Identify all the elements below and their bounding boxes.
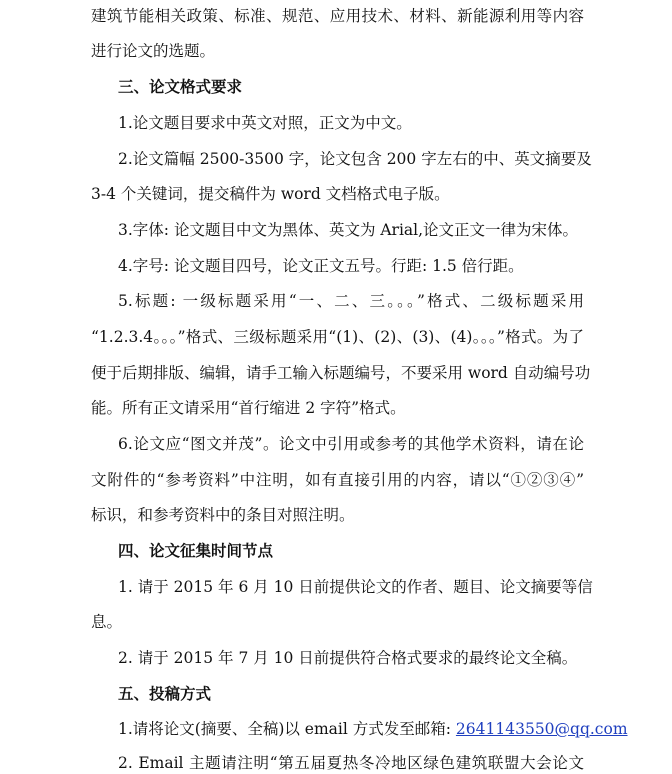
paragraph-line: 6.论文应“图文并茂”。论文中引用或参考的其他学术资料，请在论	[118, 435, 584, 453]
paragraph-line: 标识，和参考资料中的条目对照注明。	[91, 506, 355, 524]
paragraph-line: 息。	[91, 613, 123, 631]
section-heading-format: 三、论文格式要求	[118, 77, 243, 96]
paragraph-line: 2. 请于 2015 年 7 月 10 日前提供符合格式要求的最终论文全稿。	[118, 649, 578, 667]
paragraph-line: 进行论文的选题。	[91, 42, 216, 60]
paragraph-line: 文附件的“参考资料”中注明，如有直接引用的内容，请以“①②③④”	[91, 471, 584, 489]
paragraph-line: 3.字体: 论文题目中文为黑体、英文为 Arial,论文正文一律为宋体。	[118, 221, 579, 239]
submission-instruction: 1.请将论文(摘要、全稿)以 email 方式发至邮箱:	[118, 720, 456, 738]
email-link[interactable]: 2641143550@qq.com	[455, 720, 628, 738]
paragraph-line: 4.字号: 论文题目四号，论文正文五号。行距: 1.5 倍行距。	[118, 257, 524, 275]
paragraph-line: 3-4 个关键词，提交稿件为 word 文档格式电子版。	[91, 185, 450, 203]
paragraph-line: 5.标题: 一级标题采用“一、二、三。。。”格式、二级标题采用	[118, 292, 584, 310]
section-heading-timeline: 四、论文征集时间节点	[118, 541, 274, 560]
paragraph-line: 1. 请于 2015 年 6 月 10 日前提供论文的作者、题目、论文摘要等信	[118, 578, 593, 596]
paragraph-line: “1.2.3.4。。。”格式、三级标题采用“(1)、(2)、(3)、(4)。。。”格式。为了	[91, 328, 584, 346]
paragraph-line: 1.论文题目要求中英文对照，正文为中文。	[118, 114, 412, 132]
paragraph-line	[118, 718, 672, 740]
paragraph-line: 便于后期排版、编辑，请手工输入标题编号，不要采用 word 自动编号功	[91, 364, 591, 382]
paragraph-line: 2. Email 主题请注明“第五届夏热冬冷地区绿色建筑联盟大会论文	[118, 754, 584, 772]
section-heading-submission: 五、投稿方式	[118, 684, 212, 703]
paragraph-line: 能。所有正文请采用“首行缩进 2 字符”格式。	[91, 399, 406, 417]
paragraph-line: 建筑节能相关政策、标准、规范、应用技术、材料、新能源利用等内容	[91, 7, 584, 25]
paragraph-line: 2.论文篇幅 2500-3500 字，论文包含 200 字左右的中、英文摘要及	[118, 150, 592, 168]
